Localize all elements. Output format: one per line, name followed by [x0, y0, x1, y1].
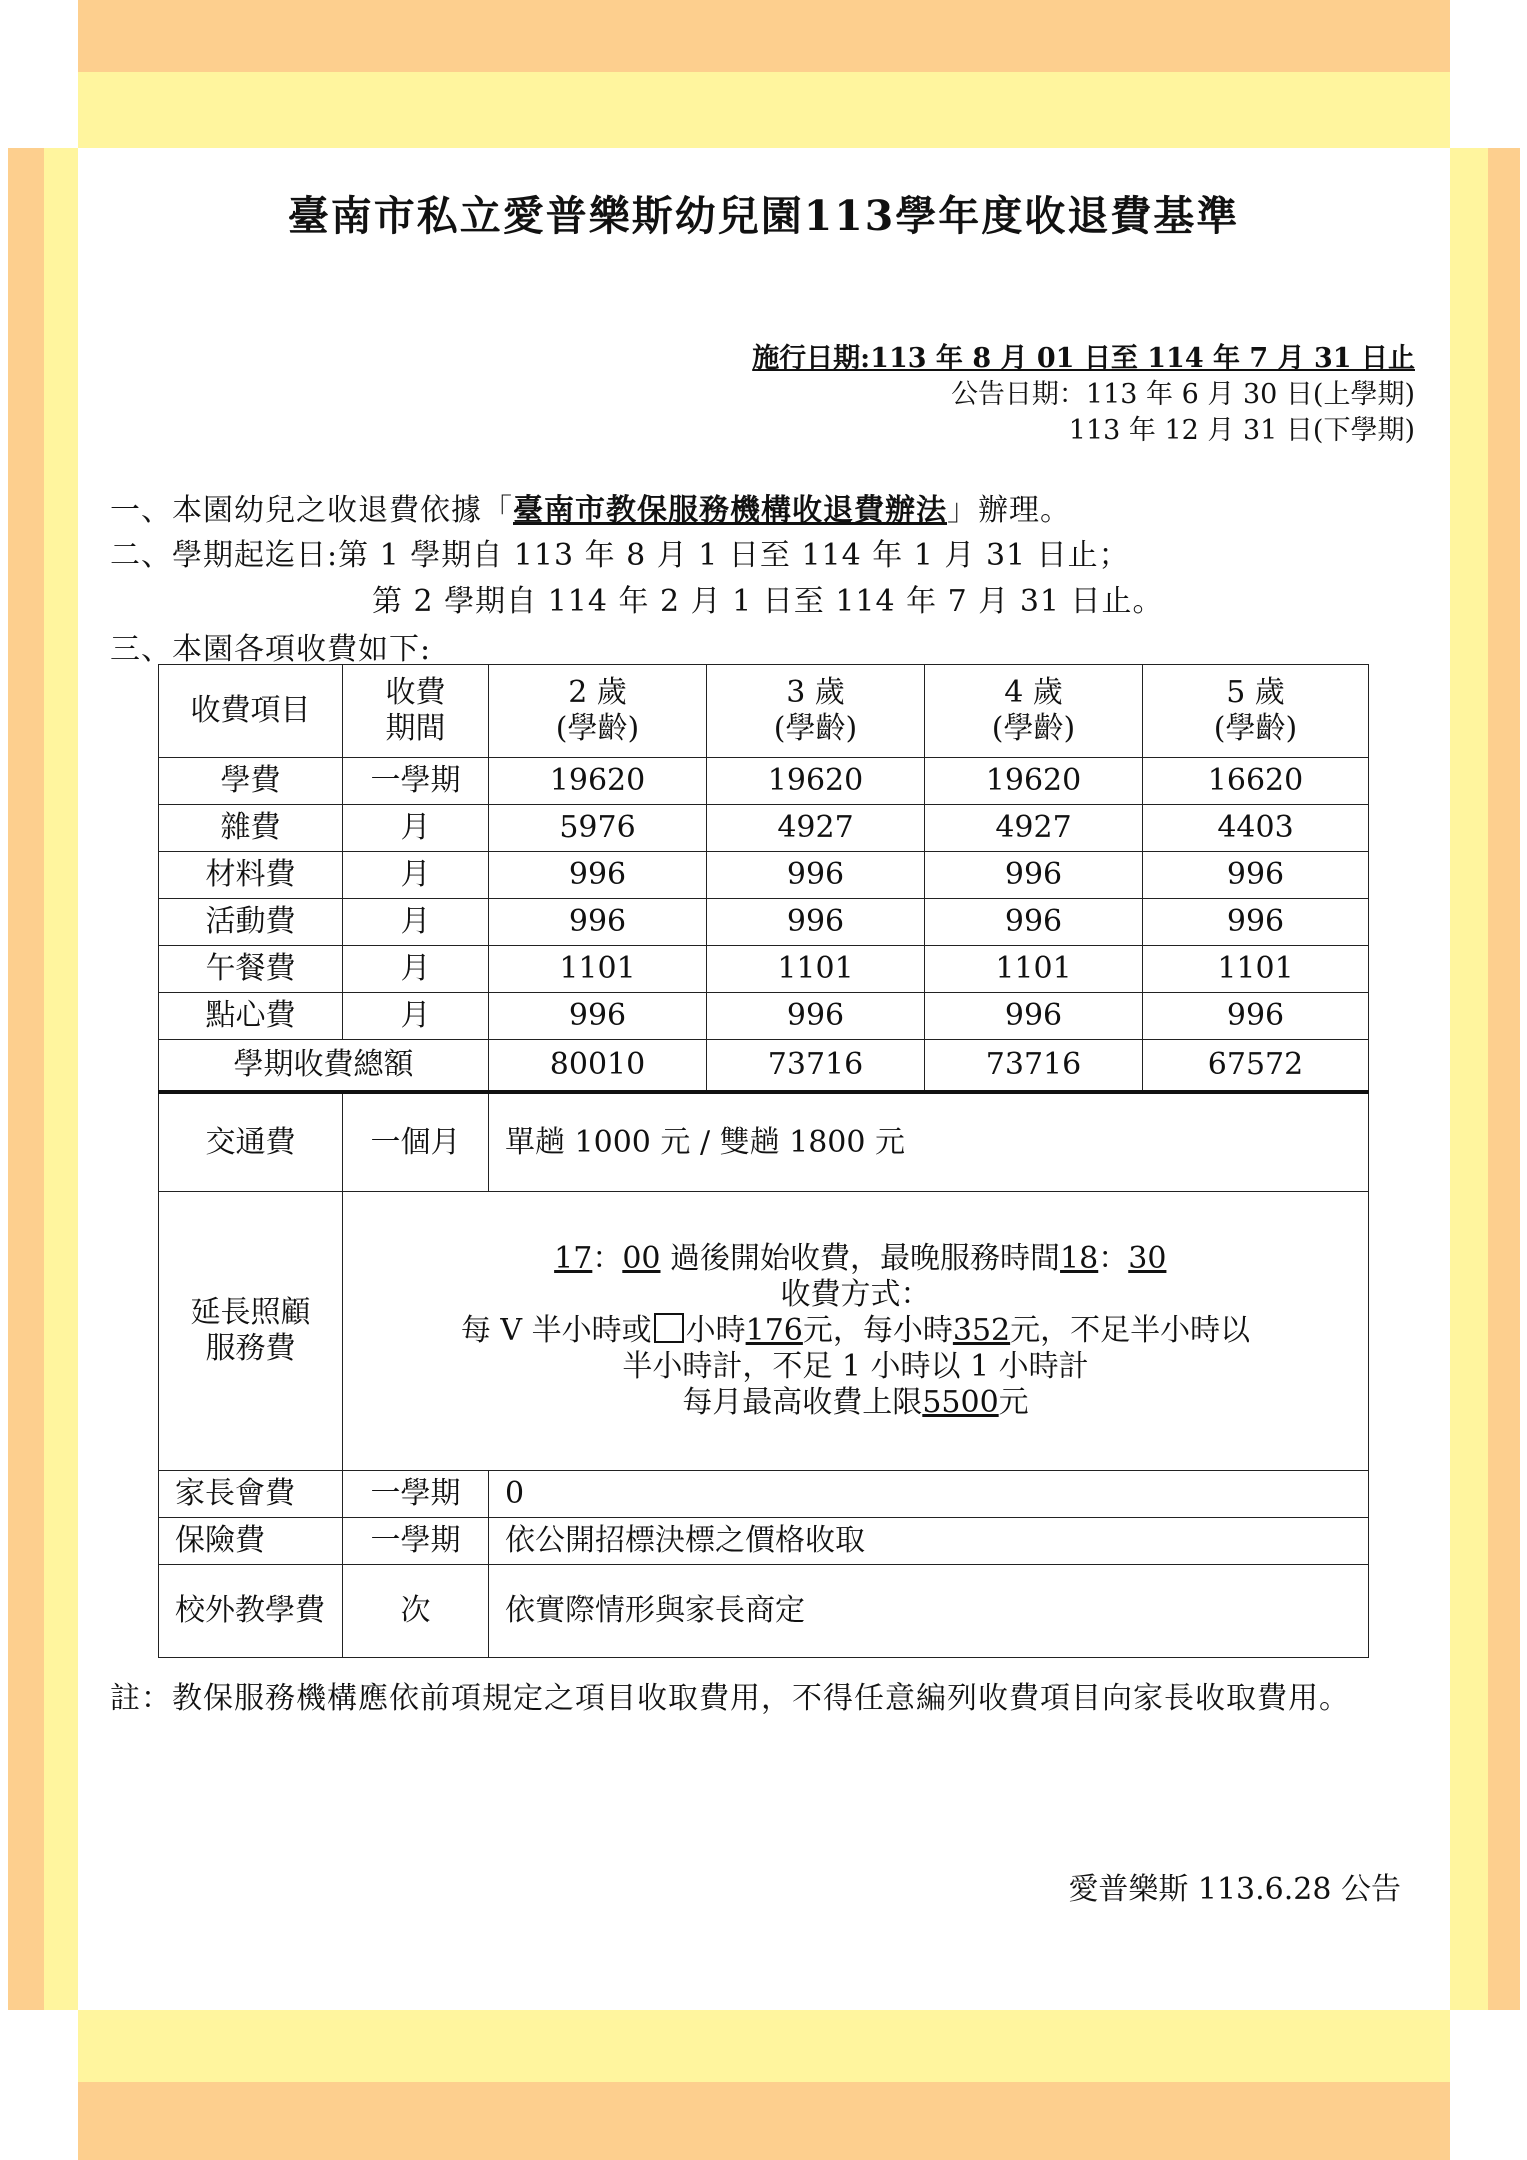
border-left-yellow	[44, 148, 78, 2010]
row-value-age-4: 996	[925, 899, 1143, 946]
row-item: 學費	[159, 758, 343, 805]
parent-fee-desc: 0	[489, 1471, 1369, 1518]
parent-fee-period: 一學期	[343, 1471, 489, 1518]
transport-desc: 單趟 1000 元 / 雙趟 1800 元	[489, 1092, 1369, 1192]
total-age-4: 73716	[925, 1040, 1143, 1093]
outing-item: 校外教學費	[159, 1565, 343, 1658]
total-row	[159, 1040, 1369, 1093]
transport-item: 交通費	[159, 1092, 343, 1192]
row-period: 月	[343, 993, 489, 1040]
border-top-yellow	[78, 72, 1450, 148]
effective-date: 施行日期:113 年 8 月 01 日至 114 年 7 月 31 日止	[752, 343, 1415, 374]
row-value-age-5: 1101	[1143, 946, 1369, 993]
header-age-5: 5 歲 (學齡)	[1143, 665, 1369, 758]
document-title: 臺南市私立愛普樂斯幼兒園113學年度收退費基準	[287, 192, 1240, 240]
basis-prefix: 一、本園幼兒之收退費依據「	[110, 493, 513, 528]
table-row	[159, 993, 1369, 1040]
end-minute: 30	[1128, 1241, 1167, 1276]
insurance-row	[159, 1518, 1369, 1565]
row-value-age-2: 996	[489, 899, 707, 946]
header-age-2: 2 歲 (學齡)	[489, 665, 707, 758]
row-value-age-3: 996	[707, 852, 925, 899]
header-age-4: 4 歲 (學齡)	[925, 665, 1143, 758]
row-value-age-5: 996	[1143, 852, 1369, 899]
row-value-age-4: 1101	[925, 946, 1143, 993]
row-value-age-3: 19620	[707, 758, 925, 805]
row-value-age-5: 16620	[1143, 758, 1369, 805]
row-item: 活動費	[159, 899, 343, 946]
row-item: 午餐費	[159, 946, 343, 993]
border-right-orange	[1488, 148, 1520, 2010]
extended-care-row	[159, 1192, 1369, 1471]
row-value-age-4: 19620	[925, 758, 1143, 805]
paragraph-semester-2: 第 2 學期自 114 年 2 月 1 日至 114 年 7 月 31 日止。	[372, 584, 1164, 619]
row-value-age-2: 19620	[489, 758, 707, 805]
transport-period: 一個月	[343, 1092, 489, 1192]
row-value-age-2: 1101	[489, 946, 707, 993]
footnote: 註：教保服務機構應依前項規定之項目收取費用，不得任意編列收費項目向家長收取費用。	[110, 1681, 1350, 1716]
paragraph-basis	[110, 485, 1071, 529]
row-value-age-2: 996	[489, 993, 707, 1040]
basis-suffix: 」辦理。	[947, 493, 1071, 528]
monthly-cap: 5500	[922, 1385, 999, 1420]
checkbox-icon	[654, 1313, 684, 1343]
border-bottom-yellow	[78, 2010, 1450, 2082]
header-age-3: 3 歲 (學齡)	[707, 665, 925, 758]
border-top-orange	[78, 0, 1450, 72]
parent-fee-item: 家長會費	[159, 1471, 343, 1518]
table-row	[159, 758, 1369, 805]
row-value-age-4: 996	[925, 852, 1143, 899]
border-bottom-orange	[78, 2082, 1450, 2160]
insurance-item: 保險費	[159, 1518, 343, 1565]
transport-row	[159, 1092, 1369, 1192]
table-row	[159, 946, 1369, 993]
extended-care-hours: 17：00 過後開始收費，最晚服務時間18：30	[554, 1241, 1167, 1276]
table-row	[159, 899, 1369, 946]
paragraph-semester-1: 二、學期起迄日:第 1 學期自 113 年 8 月 1 日至 114 年 1 月 31 日止；	[110, 538, 1130, 573]
row-value-age-5: 996	[1143, 993, 1369, 1040]
half-hour-rate: 176	[745, 1313, 803, 1348]
table-row	[159, 805, 1369, 852]
total-age-5: 67572	[1143, 1040, 1369, 1093]
total-age-3: 73716	[707, 1040, 925, 1093]
row-value-age-2: 996	[489, 852, 707, 899]
row-value-age-3: 996	[707, 899, 925, 946]
row-item: 點心費	[159, 993, 343, 1040]
total-age-2: 80010	[489, 1040, 707, 1093]
end-hour: 18	[1060, 1241, 1099, 1276]
rounding-rule: 半小時計，不足 1 小時以 1 小時計	[622, 1349, 1089, 1384]
header-item: 收費項目	[159, 665, 343, 758]
outing-desc: 依實際情形與家長商定	[489, 1565, 1369, 1658]
announce-date-second: 113 年 12 月 31 日(下學期)	[1068, 415, 1415, 446]
fee-table	[158, 664, 1369, 1658]
row-period: 月	[343, 852, 489, 899]
insurance-period: 一學期	[343, 1518, 489, 1565]
row-period: 月	[343, 899, 489, 946]
fee-table-header	[159, 665, 1369, 758]
monthly-cap-line: 每月最高收費上限5500元	[682, 1385, 1029, 1420]
row-period: 月	[343, 946, 489, 993]
announce-date-first: 公告日期：113 年 6 月 30 日(上學期)	[950, 379, 1415, 410]
law-name: 臺南市教保服務機構收退費辦法	[513, 493, 947, 528]
hour-rate: 352	[952, 1313, 1011, 1348]
row-value-age-2: 5976	[489, 805, 707, 852]
outing-row	[159, 1565, 1369, 1658]
row-value-age-5: 996	[1143, 899, 1369, 946]
insurance-desc: 依公開招標決標之價格收取	[489, 1518, 1369, 1565]
extended-care-desc	[343, 1192, 1369, 1471]
header-period: 收費 期間	[343, 665, 489, 758]
row-period: 一學期	[343, 758, 489, 805]
signature: 愛普樂斯 113.6.28 公告	[1068, 1872, 1401, 1907]
start-minute: 00	[622, 1241, 661, 1276]
row-period: 月	[343, 805, 489, 852]
parent-fee-row	[159, 1471, 1369, 1518]
border-left-orange	[8, 148, 44, 2010]
row-value-age-5: 4403	[1143, 805, 1369, 852]
outing-period: 次	[343, 1565, 489, 1658]
start-hour: 17	[554, 1241, 593, 1276]
row-value-age-3: 1101	[707, 946, 925, 993]
payment-method-label: 收費方式：	[780, 1277, 931, 1312]
row-item: 雜費	[159, 805, 343, 852]
rate-line: 每 V 半小時或 小時176元，每小時352元，不足半小時以	[460, 1313, 1251, 1348]
row-value-age-3: 996	[707, 993, 925, 1040]
extended-care-item: 延長照顧 服務費	[159, 1192, 343, 1471]
row-value-age-4: 996	[925, 993, 1143, 1040]
row-value-age-3: 4927	[707, 805, 925, 852]
paragraph-fees-intro: 三、本園各項收費如下:	[110, 632, 432, 667]
row-value-age-4: 4927	[925, 805, 1143, 852]
border-right-yellow	[1450, 148, 1488, 2010]
total-label: 學期收費總額	[159, 1040, 489, 1093]
row-item: 材料費	[159, 852, 343, 899]
table-row	[159, 852, 1369, 899]
